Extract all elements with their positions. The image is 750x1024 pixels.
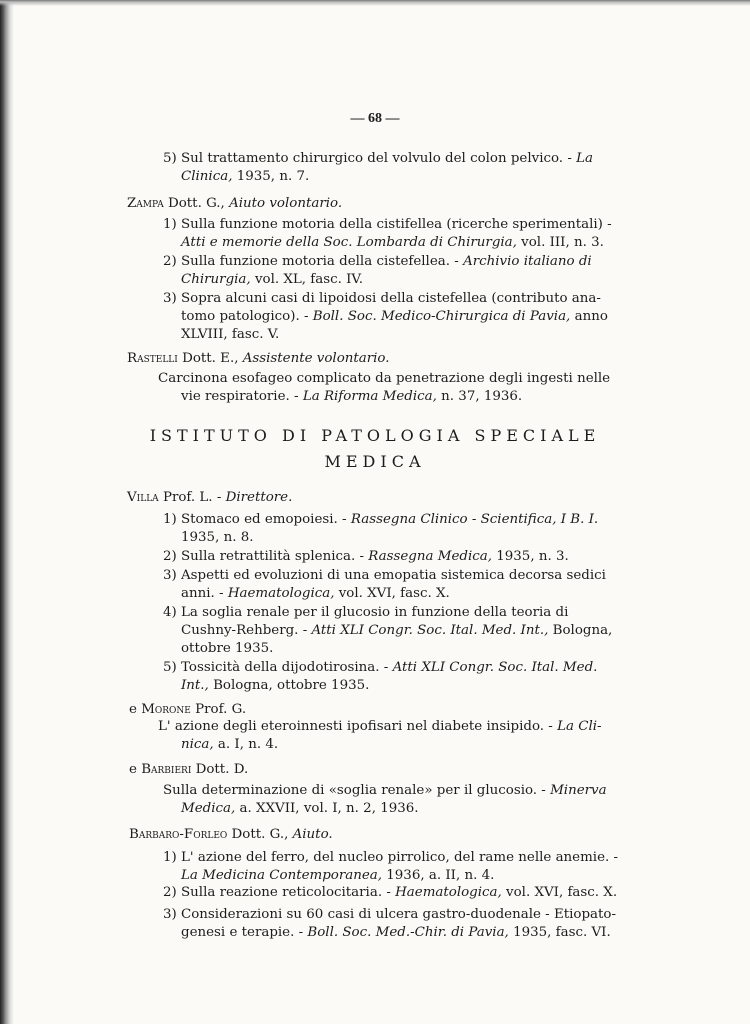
villa-entry-4-line-3: ottobre 1935. [181, 641, 274, 656]
villa-entry-1-line-1: 1) Stomaco ed emopoiesi. - Rassegna Clinico - Scientifica, I B. I. [163, 512, 599, 527]
page-number: — 68 — [350, 111, 400, 126]
villa-entry-4-line-2: Cushny-Rehberg. - Atti XLI Congr. Soc. Ital. Med. Int., Bologna, [181, 623, 613, 638]
author-barbieri: e Barbieri Dott. D. [129, 762, 249, 777]
zampa-entry-3-line-3: XLVIII, fasc. V. [181, 327, 280, 342]
barbieri-line-2: Medica, a. XXVII, vol. I, n. 2, 1936. [181, 801, 419, 816]
villa-entry-1-line-2: 1935, n. 8. [181, 530, 254, 545]
forleo-entry-3-line-2: genesi e terapie. - Boll. Soc. Med.-Chir. di Pavia, 1935, fasc. VI. [181, 925, 611, 940]
forleo-entry-1-line-1: 1) L' azione del ferro, del nucleo pirrolico, del rame nelle anemie. - [163, 850, 619, 865]
author-barbaro-forleo: Barbaro-Forleo Dott. G., Aiuto. [129, 827, 333, 842]
author-morone: e Morone Prof. G. [129, 702, 247, 717]
section-heading-line-1: ISTITUTO DI PATOLOGIA SPECIALE [149, 426, 601, 445]
zampa-entry-2-line-1: 2) Sulla funzione motoria della cistefellea. - Archivio italiano di [163, 254, 592, 269]
section-heading-line-2: MEDICA [324, 452, 426, 471]
author-zampa: Zampa Dott. G., Aiuto volontario. [127, 196, 343, 211]
author-rastelli: Rastelli Dott. E., Assistente volontario. [127, 351, 390, 366]
zampa-entry-3-line-1: 3) Sopra alcuni casi di lipoidosi della cistefellea (contributo ana- [163, 291, 601, 306]
forleo-entry-2: 2) Sulla reazione reticolocitaria. - Haematologica, vol. XVI, fasc. X. [163, 885, 618, 900]
rastelli-line-1: Carcinona esofageo complicato da penetrazione degli ingesti nelle [158, 371, 611, 386]
author-villa: Villa Prof. L. - Direttore. [127, 490, 293, 505]
villa-entry-5-line-2: Int., Bologna, ottobre 1935. [181, 678, 370, 693]
villa-entry-5-line-1: 5) Tossicità della dijodotirosina. - Atti XLI Congr. Soc. Ital. Med. [163, 660, 598, 675]
barbieri-line-1: Sulla determinazione di «soglia renale» per il glucosio. - Minerva [163, 783, 607, 798]
villa-entry-3-line-2: anni. - Haematologica, vol. XVI, fasc. X. [181, 586, 450, 601]
villa-entry-2: 2) Sulla retrattilità splenica. - Rassegna Medica, 1935, n. 3. [163, 549, 569, 564]
rastelli-line-2: vie respiratorie. - La Riforma Medica, n. 37, 1936. [181, 389, 523, 404]
prev-entry-line-2: Clinica, 1935, n. 7. [181, 169, 310, 184]
zampa-entry-1-line-2: Atti e memorie della Soc. Lombarda di Chirurgia, vol. III, n. 3. [181, 235, 604, 250]
forleo-entry-1-line-2: La Medicina Contemporanea, 1936, a. II, n. 4. [181, 868, 495, 883]
morone-line-1: L' azione degli eteroinnesti ipofisari nel diabete insipido. - La Cli- [158, 719, 602, 734]
villa-entry-3-line-1: 3) Aspetti ed evoluzioni di una emopatia sistemica decorsa sedici [163, 568, 606, 583]
zampa-entry-2-line-2: Chirurgia, vol. XL, fasc. IV. [181, 272, 364, 287]
zampa-entry-1-line-1: 1) Sulla funzione motoria della cistifellea (ricerche sperimentali) - [163, 217, 612, 232]
forleo-entry-3-line-1: 3) Considerazioni su 60 casi di ulcera gastro-duodenale - Etiopato- [163, 907, 616, 922]
prev-entry-line-1: 5) Sul trattamento chirurgico del volvulo del colon pelvico. - La [163, 151, 593, 166]
morone-line-2: nica, a. I, n. 4. [181, 737, 279, 752]
zampa-entry-3-line-2: tomo patologico). - Boll. Soc. Medico-Chirurgica di Pavia, anno [181, 309, 608, 324]
villa-entry-4-line-1: 4) La soglia renale per il glucosio in funzione della teoria di [163, 605, 569, 620]
